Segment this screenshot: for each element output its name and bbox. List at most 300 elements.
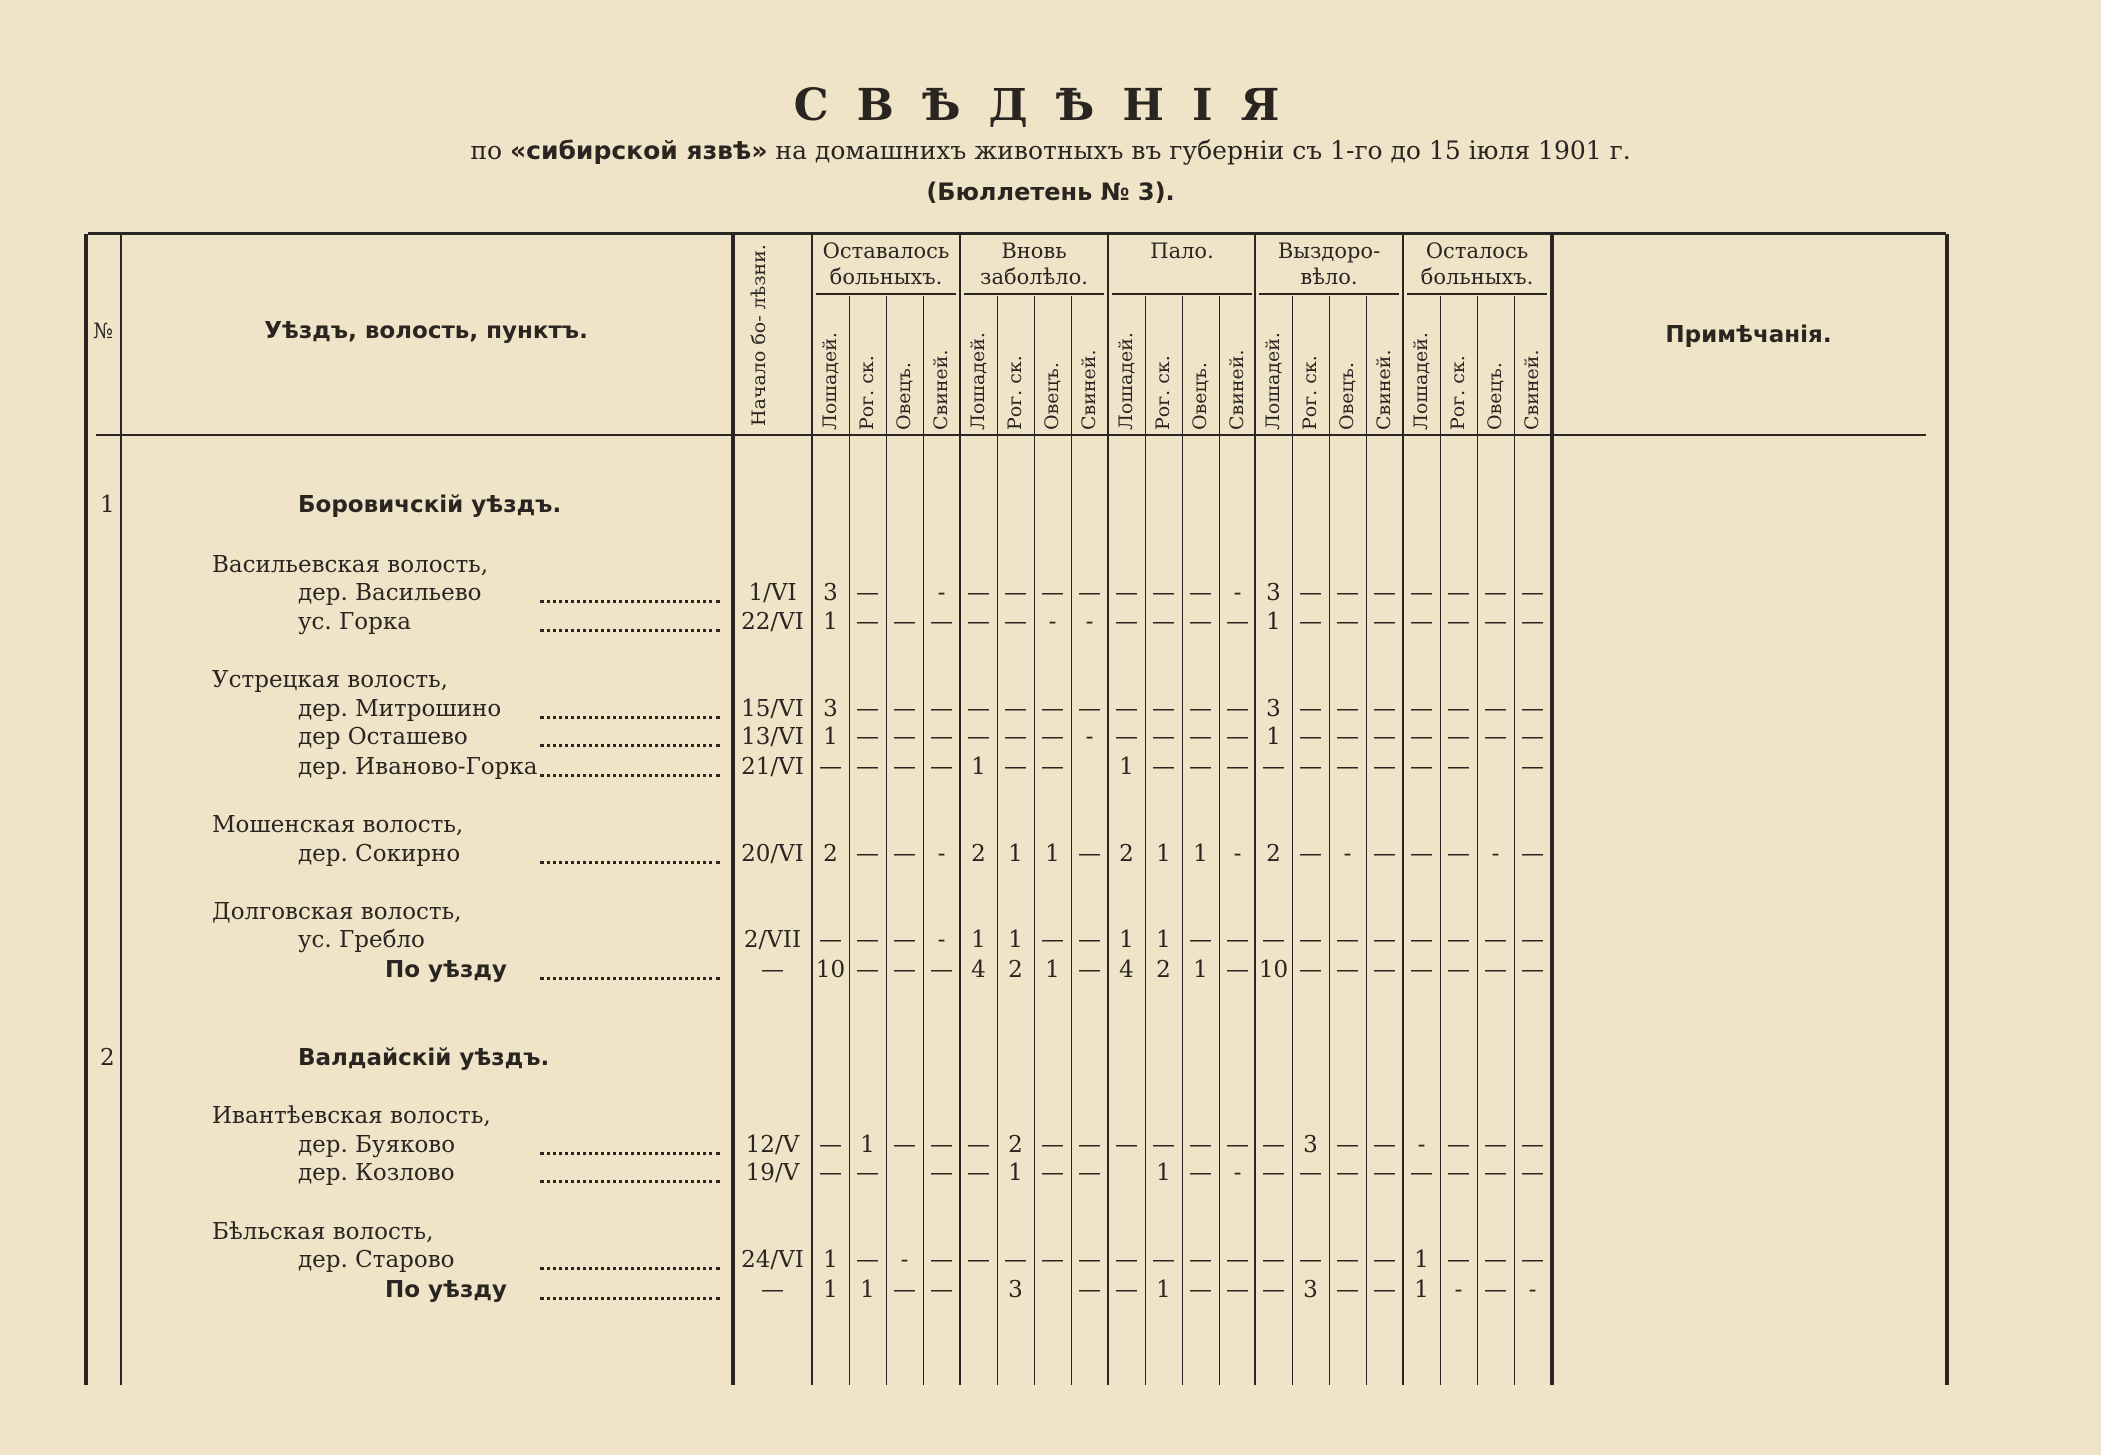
value-cell: — [1152,724,1175,750]
point-name: дер. Козлово [298,1160,455,1186]
value-cell: - [937,580,946,606]
value-cell: — [1078,1160,1101,1186]
value-cell: — [1521,841,1544,867]
value-cell: — [1447,1160,1470,1186]
leader-dots [540,600,720,603]
value-cell: — [1189,1277,1212,1303]
value-cell: — [1410,927,1433,953]
value-cell: — [1226,927,1249,953]
value-cell: — [1262,1277,1285,1303]
value-cell: 1 [823,1277,838,1303]
header-animal: Лошадей. [819,332,841,430]
header-animal: Овецъ. [1336,362,1358,430]
value-cell: — [1078,957,1101,983]
value-cell: — [1299,841,1322,867]
value-cell: — [1373,724,1396,750]
header-group: Вновь заболѣло. [980,239,1088,289]
value-cell: — [1078,1132,1101,1158]
value-cell: — [856,754,879,780]
header-animal: Рог. ск. [1152,355,1174,430]
value-cell: - [937,841,946,867]
header-animal: Лошадей. [1115,332,1137,430]
group-underline [1259,293,1399,295]
value-cell: — [1189,754,1212,780]
value-cell: — [930,1132,953,1158]
value-cell: — [967,1247,990,1273]
value-cell: — [1041,724,1064,750]
value-cell: - [1417,1132,1426,1158]
value-cell: 2 [1119,841,1134,867]
value-cell: — [819,754,842,780]
header-animal: Рог. ск. [1299,355,1321,430]
leader-dots [540,1180,720,1183]
value-cell: — [930,696,953,722]
value-cell: - [1528,1277,1537,1303]
value-cell: — [893,927,916,953]
district-name: Боровичскій уѣздъ. [298,492,562,518]
volost-name: Мошенская волость, [212,812,464,838]
value-cell: 1 [1008,841,1023,867]
value-cell: — [1041,1160,1064,1186]
point-name: дер. Иваново-Горка [298,754,538,780]
header-group: Осталось больныхъ. [1420,239,1534,289]
value-cell: — [1299,1247,1322,1273]
start-date: 22/VI [741,609,804,635]
value-cell: 3 [823,696,838,722]
header-start: Начало бо- лѣзни. [748,244,770,426]
value-cell: — [1226,1132,1249,1158]
value-cell: — [1373,841,1396,867]
group-line [959,234,961,1385]
value-cell: — [1078,1247,1101,1273]
value-cell: — [1004,696,1027,722]
value-cell: — [1078,696,1101,722]
header-animal: Рог. ск. [1004,355,1026,430]
start-date: 19/V [745,1160,800,1186]
value-cell: — [893,609,916,635]
value-cell: — [1373,580,1396,606]
value-cell: — [893,1132,916,1158]
header-no: № [93,319,113,343]
value-cell: 1 [1266,609,1281,635]
value-cell: 1 [823,1247,838,1273]
value-cell: — [1004,724,1027,750]
value-cell: — [1373,609,1396,635]
page-title: СВѢДѢНІЯ [793,80,1308,131]
header-animal: Свиней. [1226,349,1248,430]
value-cell: — [967,609,990,635]
value-cell: — [1336,754,1359,780]
page-subtitle [0,136,2101,165]
value-cell: — [930,724,953,750]
left-border-line [84,234,88,1385]
header-animal: Лошадей. [1410,332,1432,430]
value-cell: — [930,957,953,983]
value-cell: 1 [1266,724,1281,750]
subtitle-post: на домашнихъ животныхъ въ губерніи съ 1-го до 15 іюля 1901 г. [775,136,1631,165]
value-cell: 2 [1156,957,1171,983]
value-cell: — [893,957,916,983]
value-cell: — [930,754,953,780]
value-cell: — [819,1160,842,1186]
value-cell: — [1447,1247,1470,1273]
header-animal: Овецъ. [1041,362,1063,430]
value-cell: — [1521,580,1544,606]
value-cell: — [1484,724,1507,750]
point-name: ус. Гребло [298,927,425,953]
value-cell: — [1447,754,1470,780]
group-underline [1112,293,1252,295]
value-cell: — [1521,1160,1544,1186]
value-cell: 1 [971,754,986,780]
leader-dots [540,861,720,864]
value-cell: 1 [1119,927,1134,953]
district-name: Валдайскій уѣздъ. [298,1045,550,1071]
value-cell: — [1336,1247,1359,1273]
value-cell: — [1336,1160,1359,1186]
header-animal: Свиней. [1521,349,1543,430]
notes-col-line [1550,234,1554,1385]
value-cell: — [1336,927,1359,953]
value-cell: — [967,1160,990,1186]
value-cell: 1 [1193,957,1208,983]
right-border-line [1945,234,1949,1385]
total-label: По уѣзду [385,1277,507,1303]
value-cell: - [1233,580,1242,606]
value-cell: — [1262,754,1285,780]
value-cell: - [937,927,946,953]
value-cell: 2 [971,841,986,867]
value-cell: 1 [1045,841,1060,867]
value-cell: — [1262,1132,1285,1158]
value-cell: — [1226,1247,1249,1273]
value-cell: — [1152,609,1175,635]
value-cell: 1 [860,1277,875,1303]
value-cell: — [967,1132,990,1158]
leader-dots [540,629,720,632]
value-cell: - [1491,841,1500,867]
value-cell: — [1373,957,1396,983]
header-animal: Свиней. [1078,349,1100,430]
subtitle-pre: по [470,136,503,165]
header-group: Выздоро- вѣло. [1277,239,1381,289]
value-cell: — [1041,696,1064,722]
start-date: 20/VI [741,841,804,867]
leader-dots [540,716,720,719]
value-cell: — [1484,609,1507,635]
leader-dots [540,977,720,980]
value-cell: — [1484,1247,1507,1273]
value-cell: — [856,927,879,953]
start-date: — [761,957,784,983]
value-cell: — [1447,696,1470,722]
value-cell: — [1410,841,1433,867]
value-cell: — [1189,1247,1212,1273]
point-name: дер. Васильево [298,580,482,606]
no-col-line [120,234,122,1385]
value-cell: 4 [1119,957,1134,983]
header-notes: Примѣчанія. [1665,322,1832,348]
value-cell: — [893,1277,916,1303]
value-cell: — [856,724,879,750]
leader-dots [540,1267,720,1270]
value-cell: 1 [823,724,838,750]
value-cell: — [967,580,990,606]
value-cell: — [930,1247,953,1273]
value-cell: — [967,696,990,722]
value-cell: — [1521,609,1544,635]
value-cell: — [893,841,916,867]
value-cell: 1 [860,1132,875,1158]
total-label: По уѣзду [385,957,507,983]
header-place: Уѣздъ, волость, пунктъ. [264,318,588,344]
value-cell: - [1048,609,1057,635]
value-cell: — [1299,1160,1322,1186]
value-cell: — [1336,696,1359,722]
value-cell: — [1299,609,1322,635]
header-animal: Овецъ. [1484,362,1506,430]
group-underline [964,293,1104,295]
value-cell: - [1085,609,1094,635]
value-cell: — [1521,927,1544,953]
value-cell: — [1484,696,1507,722]
value-cell: — [1226,609,1249,635]
leader-dots [540,1152,720,1155]
value-cell: — [1189,1132,1212,1158]
value-cell: - [1343,841,1352,867]
value-cell: — [1373,696,1396,722]
start-date: 24/VI [741,1247,804,1273]
value-cell: — [856,841,879,867]
value-cell: — [1115,696,1138,722]
value-cell: 10 [815,957,846,983]
value-cell: 1 [1045,957,1060,983]
value-cell: — [856,580,879,606]
value-cell: — [1004,1247,1027,1273]
header-animal: Рог. ск. [1447,355,1469,430]
value-cell: — [1521,957,1544,983]
value-cell: 3 [1303,1132,1318,1158]
value-cell: 3 [1266,696,1281,722]
leader-dots [540,744,720,747]
header-animal: Овецъ. [893,362,915,430]
value-cell: - [1454,1277,1463,1303]
value-cell: — [1521,754,1544,780]
group-line [1402,234,1404,1385]
value-cell: — [1152,580,1175,606]
value-cell: — [930,1277,953,1303]
header-animal: Лошадей. [967,332,989,430]
value-cell: — [1484,927,1507,953]
value-cell: 1 [1156,1160,1171,1186]
value-cell: — [1484,1160,1507,1186]
volost-name: Долговская волость, [212,899,462,925]
group-line [1107,234,1109,1385]
place-col-line [731,234,735,1385]
start-date: — [761,1277,784,1303]
value-cell: — [1041,1247,1064,1273]
value-cell: — [1373,754,1396,780]
volost-name: Устрецкая волость, [212,667,448,693]
value-cell: — [1189,1160,1212,1186]
value-cell: — [1484,957,1507,983]
value-cell: — [1447,580,1470,606]
value-cell: — [1521,696,1544,722]
value-cell: — [1115,609,1138,635]
volost-name: Бѣльская волость, [212,1219,434,1245]
value-cell: — [1410,754,1433,780]
value-cell: — [1189,609,1212,635]
start-date: 1/VI [748,580,797,606]
value-cell: — [1226,696,1249,722]
district-number: 2 [100,1045,115,1071]
value-cell: — [1410,1160,1433,1186]
district-number: 1 [100,492,115,518]
value-cell: 1 [1156,927,1171,953]
value-cell: — [1078,927,1101,953]
value-cell: — [1189,724,1212,750]
value-cell: - [900,1247,909,1273]
value-cell: 1 [971,927,986,953]
value-cell: - [1085,724,1094,750]
value-cell: 2 [823,841,838,867]
start-date: 15/VI [741,696,804,722]
value-cell: — [1078,580,1101,606]
value-cell: — [1041,580,1064,606]
value-cell: 3 [1266,580,1281,606]
value-cell: — [1299,754,1322,780]
value-cell: - [1233,1160,1242,1186]
value-cell: — [893,696,916,722]
start-date: 2/VII [743,927,802,953]
value-cell: — [1115,580,1138,606]
point-name: дер. Старово [298,1247,455,1273]
value-cell: — [893,754,916,780]
value-cell: — [1152,696,1175,722]
group-line [1254,234,1256,1385]
value-cell: — [1226,957,1249,983]
value-cell: — [1226,754,1249,780]
value-cell: — [819,927,842,953]
value-cell: — [1410,609,1433,635]
value-cell: — [1078,841,1101,867]
value-cell: — [1336,1277,1359,1303]
value-cell: — [1336,724,1359,750]
header-group: Пало. [1150,239,1214,263]
group-underline [816,293,956,295]
start-date: 12/V [745,1132,800,1158]
point-name: ус. Горка [298,609,411,635]
value-cell: - [1233,841,1242,867]
value-cell: — [1373,1277,1396,1303]
value-cell: — [1262,1160,1285,1186]
value-cell: — [1041,1132,1064,1158]
value-cell: — [1521,1247,1544,1273]
value-cell: — [1410,696,1433,722]
group-underline [1407,293,1547,295]
value-cell: — [1336,609,1359,635]
volost-name: Васильевская волость, [212,552,488,578]
value-cell: 1 [1193,841,1208,867]
value-cell: 3 [1008,1277,1023,1303]
value-cell: — [930,609,953,635]
value-cell: — [1373,1160,1396,1186]
value-cell: — [1004,609,1027,635]
header-animal: Рог. ск. [856,355,878,430]
header-animal: Свиней. [1373,349,1395,430]
value-cell: — [967,724,990,750]
bulletin-number: (Бюллетень № 3). [926,178,1175,206]
value-cell: — [1226,724,1249,750]
value-cell: — [1299,580,1322,606]
value-cell: — [856,696,879,722]
value-cell: — [893,724,916,750]
value-cell: — [1336,580,1359,606]
value-cell: — [1226,1277,1249,1303]
value-cell: 1 [1008,927,1023,953]
value-cell: — [1189,580,1212,606]
value-cell: — [1262,1247,1285,1273]
point-name: дер Осташево [298,724,468,750]
value-cell: 4 [971,957,986,983]
value-cell: — [1447,957,1470,983]
value-cell: — [1299,696,1322,722]
value-cell: — [1115,1277,1138,1303]
header-bottom-rule [96,434,1926,436]
value-cell: 1 [1156,841,1171,867]
value-cell: — [1336,957,1359,983]
value-cell: — [1004,754,1027,780]
value-cell: 3 [823,580,838,606]
value-cell: 1 [1414,1277,1429,1303]
value-cell: — [1484,1132,1507,1158]
value-cell: — [1299,927,1322,953]
value-cell: — [1447,609,1470,635]
value-cell: 3 [1303,1277,1318,1303]
point-name: дер. Митрошино [298,696,502,722]
point-name: дер. Буяково [298,1132,456,1158]
value-cell: — [1484,1277,1507,1303]
header-animal: Лошадей. [1262,332,1284,430]
value-cell: — [1115,1132,1138,1158]
value-cell: — [856,1160,879,1186]
value-cell: 1 [1414,1247,1429,1273]
value-cell: — [1521,724,1544,750]
value-cell: 1 [1008,1160,1023,1186]
value-cell: 1 [1119,754,1134,780]
value-cell: — [1410,580,1433,606]
value-cell: — [1004,580,1027,606]
value-cell: — [1410,724,1433,750]
value-cell: — [1373,1247,1396,1273]
value-cell: — [1521,1132,1544,1158]
value-cell: — [1189,927,1212,953]
start-date: 21/VI [741,754,804,780]
value-cell: — [1373,1132,1396,1158]
value-cell: — [930,1160,953,1186]
value-cell: — [1262,927,1285,953]
leader-dots [540,774,720,777]
value-cell: — [856,1247,879,1273]
value-cell: — [1447,1132,1470,1158]
header-group: Оставалось больныхъ. [822,239,950,289]
value-cell: — [1447,841,1470,867]
header-animal: Свиней. [930,349,952,430]
value-cell: — [1299,957,1322,983]
value-cell: — [1447,724,1470,750]
leader-dots [540,1297,720,1300]
start-date: 13/VI [741,724,804,750]
